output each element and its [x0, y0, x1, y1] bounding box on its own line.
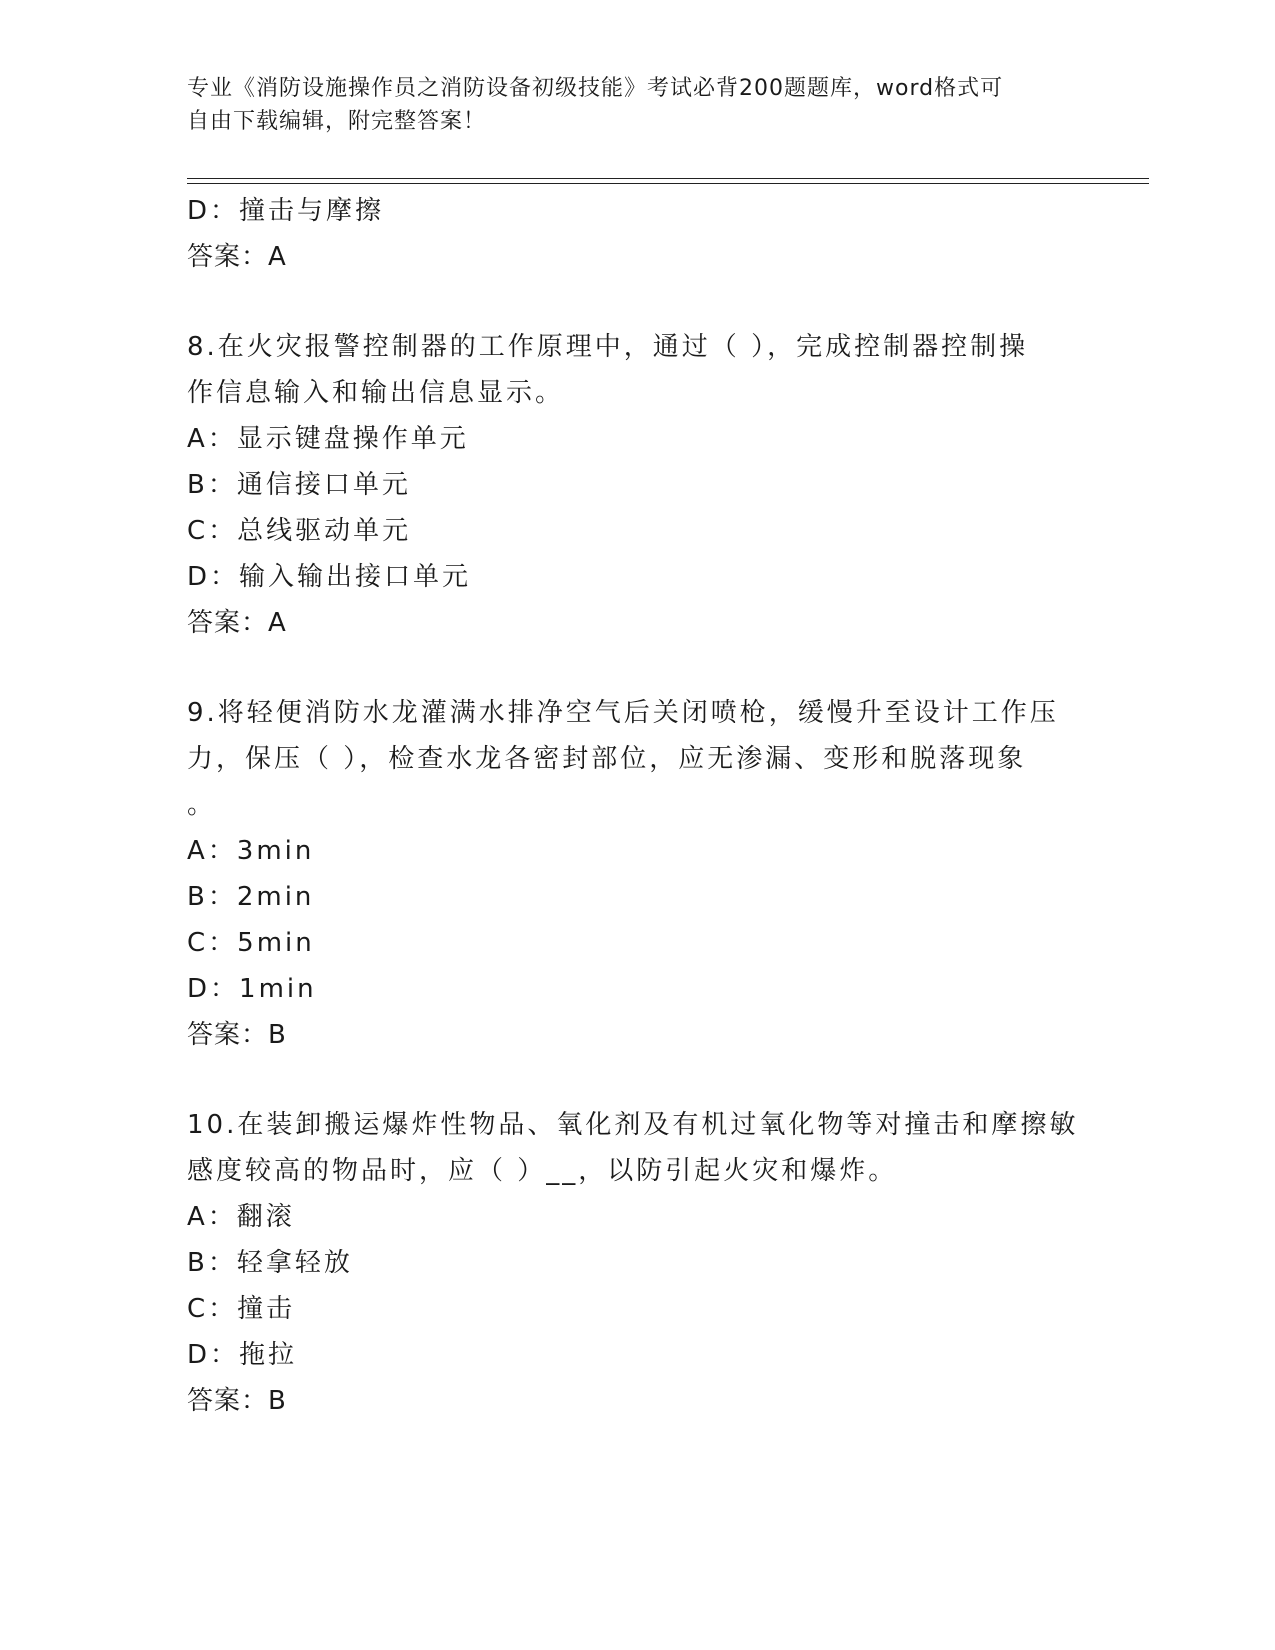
option-c: C：撞击	[187, 1294, 296, 1324]
question-10	[187, 1102, 1087, 1424]
option-b: B：2min	[187, 882, 315, 912]
option-c: C：总线驱动单元	[187, 516, 412, 546]
option-a: A：显示键盘操作单元	[187, 424, 469, 454]
header-title-line-1: 专业《消防设施操作员之消防设备初级技能》考试必背200题题库，word格式可	[187, 76, 1004, 101]
option-d: D：撞击与摩擦	[187, 196, 385, 226]
option-a: A：翻滚	[187, 1202, 295, 1232]
question-stem-line: 作信息输入和输出信息显示。	[187, 378, 565, 408]
question-stem-line: 8.在火灾报警控制器的工作原理中，通过（ ），完成控制器控制操	[187, 332, 1029, 362]
question-8	[187, 324, 1087, 646]
option-a: A：3min	[187, 836, 315, 866]
answer-line: 答案：B	[187, 1386, 287, 1416]
option-b: B：轻拿轻放	[187, 1248, 353, 1278]
option-b: B：通信接口单元	[187, 470, 411, 500]
question-stem-line: 9.将轻便消防水龙灌满水排净空气后关闭喷枪，缓慢升至设计工作压	[187, 698, 1059, 728]
header-title-line-2: 自由下载编辑，附完整答案！	[187, 109, 487, 134]
option-d: D：1min	[187, 974, 317, 1004]
header-divider-bottom	[187, 183, 1149, 184]
option-d: D：拖拉	[187, 1340, 298, 1370]
header-divider-top	[187, 178, 1149, 179]
document-header	[187, 72, 1067, 138]
previous-question-tail	[187, 188, 1087, 280]
question-9	[187, 690, 1087, 1058]
question-stem-line: 力，保压（ ），检查水龙各密封部位，应无渗漏、变形和脱落现象	[187, 744, 1027, 774]
question-stem-line: 10.在装卸搬运爆炸性物品、氧化剂及有机过氧化物等对撞击和摩擦敏	[187, 1110, 1079, 1140]
option-c: C：5min	[187, 928, 315, 958]
answer-line: 答案：A	[187, 608, 287, 638]
option-d: D：输入输出接口单元	[187, 562, 472, 592]
question-stem-line: 感度较高的物品时，应（ ）__，以防引起火灾和爆炸。	[187, 1156, 898, 1186]
answer-line: 答案：B	[187, 1020, 287, 1050]
question-stem-line: 。	[187, 790, 217, 820]
question-list	[187, 188, 1087, 1424]
answer-line: 答案：A	[187, 242, 287, 272]
